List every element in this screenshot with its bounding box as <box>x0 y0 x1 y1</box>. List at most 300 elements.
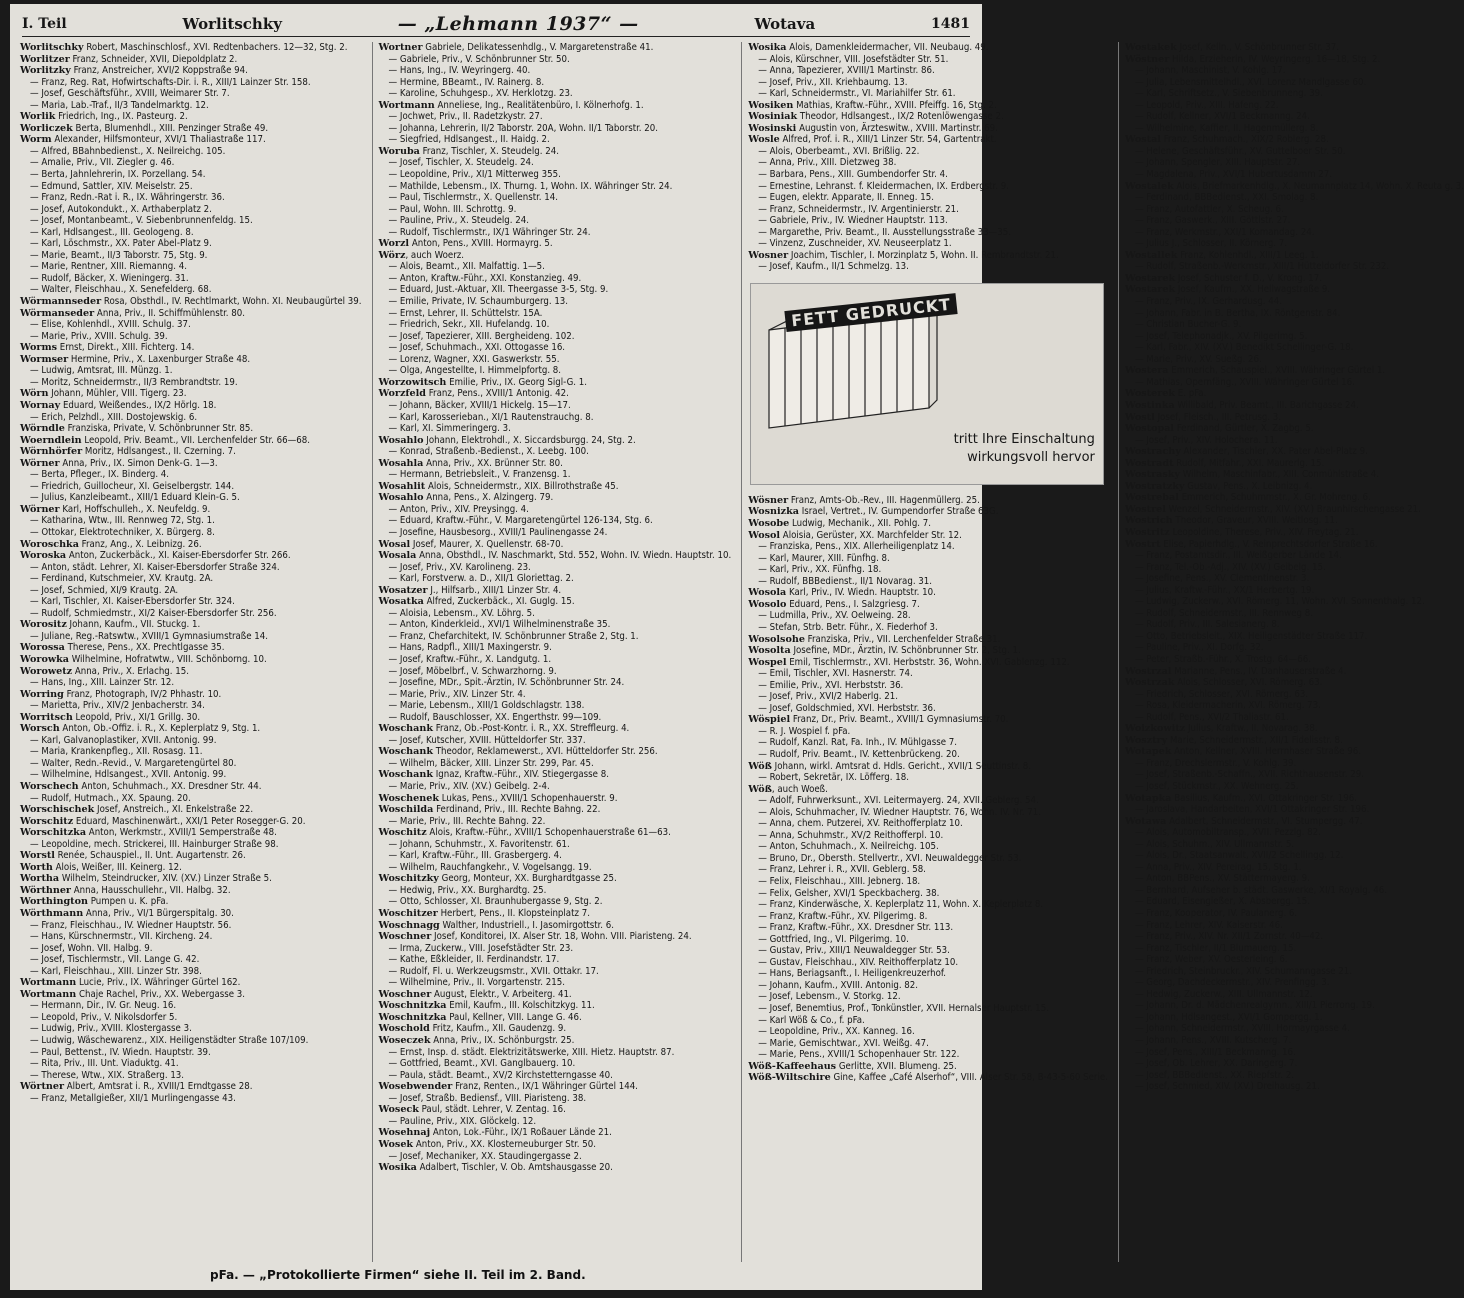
directory-entry <box>20 377 362 389</box>
directory-title: — „Lehmann 1937“ — <box>397 13 639 35</box>
directory-entry <box>20 827 362 839</box>
directory-entry <box>748 1003 1108 1015</box>
directory-entry <box>379 908 732 920</box>
entry-surname: Wosika <box>748 42 787 53</box>
entry-details: — Johann, Bäcker, XVIII/1 Hickelg. 15—17. <box>388 399 571 411</box>
directory-entry <box>1125 458 1464 470</box>
entry-details: — Siegfried, Hdlsangest., II. Haidg. 2. <box>388 134 550 146</box>
entry-details: — Franz, Metallgießer, XII/1 Murlingengasse 43. <box>30 1092 236 1104</box>
entry-surname: Worzowitsch <box>378 376 447 388</box>
entry-details: Georg, Monteur, XX. Burghardtgasse 25. <box>438 873 617 885</box>
entry-details: — Stefan, Strb. Betr. Führ., X. Fiederhof 3. <box>758 621 938 633</box>
entry-surname: Worring <box>20 688 64 700</box>
entry-surname: Wostl <box>1124 411 1155 423</box>
directory-entry <box>20 977 362 989</box>
directory-entry <box>20 943 362 955</box>
directory-entry <box>379 793 732 805</box>
directory-entry <box>1125 308 1464 320</box>
directory-entry <box>748 657 1108 669</box>
directory-entry <box>20 966 362 978</box>
range-end-name: Wotava <box>754 15 816 33</box>
entry-details: — Franz, Kraftw.-Führ., XX. Dresdner Str. 113. <box>758 922 954 934</box>
entry-surname: Wosahla <box>378 457 424 469</box>
directory-entry <box>379 1116 732 1128</box>
directory-entry <box>379 250 732 262</box>
entry-details: — Josef, Kaufm., II/1 Schmelzg. 13. <box>758 261 909 273</box>
entry-details: — Josef, Pens., XIII/1 Beckmanng. 16. <box>1134 1046 1296 1058</box>
entry-details: — Rudolf, Tischlermstr., IX/1 Währinger Str. 24. <box>388 226 591 238</box>
directory-entry <box>1125 804 1464 816</box>
entry-details: — Hans, Radpfl., XIII/1 Maxingerstr. 9. <box>388 642 552 654</box>
entry-surname: Woroska <box>20 550 67 562</box>
entry-surname: Wosahlit <box>378 480 426 492</box>
entry-details: — Josef, Schmied, XI/9 Krautg. 2A. <box>30 584 179 596</box>
directory-entry <box>1125 677 1464 689</box>
entry-surname: Worliczek <box>20 122 73 134</box>
entry-details: — Rudolf, Kanzl. Rat, Fa. Inh., IV. Mühlgasse 7. <box>758 737 957 749</box>
directory-entry <box>20 1023 362 1035</box>
entry-surname: Woseck <box>378 1104 419 1116</box>
entry-surname: Woschold <box>378 1023 430 1035</box>
directory-entry <box>379 192 732 204</box>
entry-details: — Irma, Zuckerw., VIII. Josefstädter Str. 23. <box>388 942 574 954</box>
entry-details: — Franz, Gaswerk., XIII. Göttlstr. 27. <box>1134 215 1291 227</box>
directory-entry <box>748 726 1108 738</box>
directory-entry <box>20 908 362 920</box>
directory-entry <box>1125 873 1464 885</box>
entry-details: — Marie, Pens., XVIII/1 Schopenhauer Str. 122. <box>758 1049 960 1061</box>
directory-entry <box>20 123 362 135</box>
directory-entry <box>20 400 362 412</box>
directory-entry <box>1125 134 1464 146</box>
directory-entry <box>379 1104 732 1116</box>
entry-details: — Paula, städt. Beamt., XV/2 Kirchstetterngasse 40. <box>388 1069 613 1081</box>
directory-entry <box>1125 204 1464 216</box>
directory-entry <box>20 331 362 343</box>
entry-details: — Rudolf, Schneidermstr., III. Rennweg 8. <box>1134 607 1313 619</box>
entry-details: — Karoline, Schuhgesp., XV. Herklotzg. 23. <box>388 88 573 100</box>
entry-details: — Rudolf, BBBedienst., II/1 Novarag. 31. <box>758 575 933 587</box>
entry-surname: Worowetz <box>20 665 73 677</box>
directory-entry <box>1125 412 1464 424</box>
entry-details: — Franz, Kraftw.-Führ., XV. Pilgerimg. 8. <box>758 910 928 922</box>
directory-entry <box>748 922 1108 934</box>
entry-details: Albert, Amtsrat i. R., XVIII/1 Erndtgasse 28. <box>64 1081 253 1093</box>
directory-entry <box>379 481 732 493</box>
entry-details: — Juliane, Reg.-Ratswtw., XVIII/1 Gymnasiumstraße 14. <box>30 630 268 642</box>
entry-details: Alexander, Tischler, XX. Pater Abel-Platz 9. <box>1180 446 1368 458</box>
directory-entry <box>20 458 362 470</box>
directory-entry <box>20 550 362 562</box>
entry-details: Franziska, Private, V. Schönbrunner Str. 85. <box>64 423 254 435</box>
entry-details: E. pFa. <box>1175 388 1207 400</box>
entry-surname: Worlik <box>20 111 56 123</box>
directory-entry <box>20 227 362 239</box>
entry-details: — Franz, Reg. Rat, Hofwirtschafts-Dir. i. R., XIII/1 Lainzer Str. 158. <box>30 76 311 88</box>
directory-entry <box>1125 423 1464 435</box>
entry-details: Basilius, Kaufm., XVI. Ottakringer Str. 196. <box>1171 792 1357 804</box>
directory-entry <box>379 435 732 447</box>
entry-surname: Wosehnaj <box>378 1127 431 1139</box>
entry-surname: Wörnhörfer <box>20 446 83 458</box>
directory-entry <box>748 1061 1108 1073</box>
entry-details: — Adolf, Fuhrwerksunt., XVI. Leitermayerg. 24, XVII. Geblerg. 54. <box>758 795 1039 807</box>
entry-details: — Julia, Lebensmittelhdl., XVI. Lorenz Mandlgasse 60. <box>1134 76 1367 88</box>
directory-entry <box>1125 1058 1464 1070</box>
entry-details: Franz, Dr., Priv. Beamt., XVIII/1 Gymnasiumstr. 70. <box>790 714 1009 726</box>
entry-details: — Anna, Priv., XIV. Pereirag. 15, Stg. 1. <box>1134 861 1302 873</box>
entry-details: — Franz, Lehrer i. R., XVII. Geblerg. 58. <box>758 864 926 876</box>
directory-entry <box>1125 146 1464 158</box>
page-header <box>22 12 970 37</box>
directory-entry <box>748 250 1108 262</box>
directory-entry <box>1125 1081 1464 1093</box>
entry-details: — Josef, Priv., XII. Kriehbaumg. 13. <box>758 76 908 88</box>
directory-entry <box>20 1047 362 1059</box>
entry-details: Josef, Anstreich., XI. Enkelstraße 22. <box>94 804 254 816</box>
directory-entry <box>379 642 732 654</box>
directory-entry <box>379 850 732 862</box>
entry-surname: Wortner <box>378 42 423 53</box>
entry-details: Franz, Anstreicher, XVI/2 Koppstraße 94. <box>70 65 248 77</box>
directory-entry <box>748 100 1108 112</box>
entry-details: — Johann, Dr. d. Mädchenrealgymn., XIII/1 Pierrong. 19. <box>1134 1000 1375 1012</box>
entry-details: Moritz, Hdlsangest., II. Czerning. 7. <box>82 446 236 458</box>
entry-details: — Alois, Oberbeamt., XVI. Brißlig. 22. <box>758 145 920 157</box>
directory-entry <box>379 550 732 562</box>
directory-entry <box>748 1072 1108 1084</box>
directory-entry <box>379 204 732 216</box>
entry-details: Gine, Kaffee „Café Alserhof“, VIII. Alser Str. 58, B-43-5-60 Serie. <box>830 1072 1108 1084</box>
entry-surname: Wörthner <box>20 884 71 896</box>
column-1 <box>20 42 362 1262</box>
entry-details: — Josef, Ob. Lehrer, XX. Daringerg. 7. <box>1134 1058 1298 1070</box>
directory-entry <box>1125 504 1464 516</box>
entry-surname: Wöß-Wiltschire <box>748 1072 831 1084</box>
entry-details: — Karl, Priv., XX. Fünfhg. 18. <box>758 564 882 576</box>
entry-details: Anton, Schuhmach., XX. Dresdner Str. 44. <box>78 781 262 792</box>
entry-details: — Wilhelmine, Hdlsangest., XVII. Antonig. 99. <box>30 769 227 781</box>
entry-details: Anna, Priv., IX. Simon Denk-G. 1—3. <box>59 457 218 469</box>
entry-surname: Wostarek <box>1124 284 1176 296</box>
entry-details: — Anna, chem. Putzerei, XV. Reithofferplatz 10. <box>758 818 963 830</box>
entry-surname: Wosiniak <box>748 111 798 123</box>
entry-details: Ludwig, Mechanik., XII. Pohlg. 7. <box>789 518 932 530</box>
directory-entry <box>748 88 1108 100</box>
entry-surname: Wörz <box>378 249 406 261</box>
directory-entry <box>20 157 362 169</box>
entry-surname: Wöß-Kaffeehaus <box>748 1060 837 1072</box>
entry-surname: Wosztry <box>1124 734 1168 746</box>
directory-entry <box>1125 816 1464 828</box>
entry-surname: Woschank <box>378 769 433 781</box>
entry-details: — Olga, Angestellte, I. Himmelpfortg. 8. <box>388 365 562 377</box>
entry-details: — Leopold, Priv., XIII. Hafeng. 22. <box>1134 99 1279 111</box>
directory-entry <box>20 539 362 551</box>
directory-entry <box>379 781 732 793</box>
entry-details: — Marie, Gemischtwar., XVI. Weißg. 47. <box>758 1037 929 1049</box>
directory-entry <box>20 920 362 932</box>
entry-surname: Wosner <box>748 249 789 261</box>
directory-entry <box>748 784 1108 796</box>
entry-surname: Wostal <box>1124 134 1161 146</box>
directory-entry <box>379 1162 732 1174</box>
entry-surname: Wortha <box>20 873 60 885</box>
directory-entry <box>1125 65 1464 77</box>
entry-details: Franz, Pens., XVIII/1 Antonig. 42. <box>426 388 569 400</box>
directory-entry <box>20 689 362 701</box>
entry-details: August, Elektr., V. Arbeiterg. 41. <box>431 988 572 1000</box>
entry-details: — Ernst, Insp. d. städt. Elektrizitätswerke, XIII. Hietz. Hauptstr. 87. <box>388 1046 675 1058</box>
entry-surname: Wostera <box>1124 365 1169 377</box>
entry-details: — Josef, Möbelbrf., V. Schwarzhorng. 9. <box>388 665 557 677</box>
entry-details: — Rudolf, Kellner, XVI/1 Beckmanng. 24. <box>1134 111 1310 123</box>
entry-details: — Eduard, Just.-Aktuar, XII. Theergasse 3-5, Stg. 9. <box>388 284 609 296</box>
entry-details: Anton, Werkmstr., XVIII/1 Semperstraße 48. <box>86 827 277 839</box>
entry-details: — Johanna, Lehrerin, II/2 Taborstr. 20A, Wohn. II/1 Taborstr. 20. <box>388 122 658 134</box>
directory-entry <box>1125 723 1464 735</box>
entry-details: — Josef, Tischler, X. Steudelg. 24. <box>388 157 534 169</box>
entry-details: — Karl, Schriftsetz., V. Siebenbrunneng. 39. <box>1134 88 1323 100</box>
entry-details: Hermine, Priv., X. Laxenburger Straße 48. <box>68 353 251 365</box>
directory-entry <box>748 541 1108 553</box>
directory-entry <box>20 793 362 805</box>
directory-entry <box>379 388 732 400</box>
entry-details: — Josef, Priv., XV. Karolineng. 23. <box>388 561 531 573</box>
directory-entry <box>20 585 362 597</box>
entry-surname: Worschitzka <box>20 827 87 839</box>
directory-entry <box>20 989 362 1001</box>
entry-surname: Wosle <box>748 134 780 146</box>
directory-entry <box>20 515 362 527</box>
directory-entry <box>748 991 1108 1003</box>
entry-details: — Johann, Fabr. in B. Bertha, IX. Röntgenstr. 84. <box>1134 307 1341 319</box>
directory-entry <box>379 365 732 377</box>
directory-entry <box>379 157 732 169</box>
entry-details: — Julius, Kanzleibeamt., XIII/1 Eduard Klein-G. 5. <box>30 492 240 504</box>
entry-details: — Johann, Hdlsangest., XVI/1 Gompergg. 1. <box>1134 1011 1323 1023</box>
directory-entry <box>1125 388 1464 400</box>
entry-details: — Jaroslava, Handarbeiten, XVI/1 Ottakringer Str. 196. <box>1134 804 1370 816</box>
entry-surname: Wosek <box>378 1138 414 1150</box>
entry-details: — Erich, Pelzhdl., XIII. Dostojewskig. 6. <box>30 411 198 423</box>
entry-details: — Johann, Schuhmstr., X. Favoritenstr. 61. <box>388 838 570 850</box>
directory-entry <box>748 261 1108 273</box>
entry-details: Renée, Schauspiel., II. Unt. Augartenstr. 26. <box>54 850 246 862</box>
directory-entry <box>1125 515 1464 527</box>
directory-entry <box>379 111 732 123</box>
entry-surname: Wostalek <box>1124 180 1174 192</box>
directory-columns <box>20 42 1464 1262</box>
directory-entry <box>1125 284 1464 296</box>
directory-entry <box>20 562 362 574</box>
entry-details: — Katharina, Wtw., III. Rennweg 72, Stg. 1. <box>30 515 215 527</box>
entry-details: — Mathias, Opernfäng., XVIII. Währinger Gürtel 16. <box>1134 376 1355 388</box>
directory-entry <box>1125 1012 1464 1024</box>
entry-surname: Wosnizka <box>748 506 799 518</box>
entry-details: — Barbara, Pens., XIII. Gumbendorfer Str. 4. <box>758 169 948 181</box>
entry-details: — Josef, Schmied, XIV. (XV.) Dreihausg. 21. <box>1134 1081 1320 1093</box>
directory-entry <box>20 100 362 112</box>
directory-entry <box>748 123 1108 135</box>
entry-details: — Berta, Pfleger., IX. Binderg. 4. <box>30 469 170 481</box>
entry-details: — Johann, Schneidermstr., XVIII. Hormayrgasse 4. <box>1134 1023 1350 1035</box>
entry-details: Emil, Kaufm., III. Kolschitzkyg. 11. <box>446 1000 595 1012</box>
directory-entry <box>1125 758 1464 770</box>
directory-entry <box>748 495 1108 507</box>
entry-details: — Josefine, MDr., Spit.-Ärztin, IV. Schönbrunner Str. 24. <box>388 677 625 689</box>
entry-details: — Josefine, Hausbesorg., XVIII/1 Paulinengasse 24. <box>388 526 608 538</box>
directory-entry <box>379 515 732 527</box>
entry-details: — Franz, Chefarchitekt, IV. Schönbrunner Straße 2, Stg. 1. <box>388 630 639 642</box>
directory-entry <box>379 1070 732 1082</box>
directory-entry <box>1125 700 1464 712</box>
entry-details: — Hans, Beriagsanft., I. Heiligenkreuzerhof. <box>758 968 946 980</box>
directory-entry <box>379 354 732 366</box>
directory-entry <box>379 608 732 620</box>
entry-details: — Anton, Priv., XIV. Preysingg. 4. <box>388 503 529 515</box>
entry-surname: Worstl <box>20 850 55 862</box>
entry-surname: Worlitzer <box>20 53 70 65</box>
entry-details: — Marietta, Priv., XIV/2 Jenbacherstr. 34. <box>30 700 205 712</box>
entry-details: — Karl, Fleischhau., XIII. Linzer Str. 398. <box>30 965 202 977</box>
entry-details: — Aloisia, Lebensm., XV. Löhrg. 5. <box>388 607 535 619</box>
directory-entry <box>379 504 732 516</box>
directory-entry <box>20 769 362 781</box>
entry-details: Anna, Obsthdl., IV. Naschmarkt, Std. 552, Wohn. IV. Wiedn. Hauptstr. 10. <box>416 550 732 562</box>
entry-details: — Anton, Schuhmach., X. Neilreichg. 105. <box>758 841 939 853</box>
directory-entry <box>379 954 732 966</box>
directory-entry <box>748 807 1108 819</box>
entry-surname: Worzfeld <box>378 388 427 400</box>
directory-entry <box>748 1026 1108 1038</box>
directory-entry <box>20 215 362 227</box>
entry-details: — Emilie, Private, IV. Schaumburgerg. 13. <box>388 296 569 308</box>
entry-details: — Leopoldine, Priv., XI/1 Mitterweg 355. <box>388 169 561 181</box>
entry-surname: Worositz <box>20 619 67 631</box>
entry-surname: Worschitz <box>20 815 74 827</box>
directory-entry <box>379 596 732 608</box>
page-number: 1481 <box>931 16 970 32</box>
directory-entry <box>379 308 732 320</box>
entry-surname: Woruba <box>378 145 420 157</box>
entry-details: — Rudolf, Bäcker, X. Wieningerg. 31. <box>30 272 189 284</box>
entry-surname: Wörn <box>20 388 49 400</box>
directory-entry <box>1125 215 1464 227</box>
directory-entry <box>748 980 1108 992</box>
entry-details: — Johann, Pens., XVIII. Kutscherg. 7. <box>1134 1035 1292 1047</box>
directory-entry <box>1125 920 1464 932</box>
advert-line-1: tritt Ihre Einschaltung <box>953 431 1095 447</box>
entry-details: — Paul, Tischlermstr., X. Quellenstr. 14. <box>388 192 558 204</box>
entry-details: — Josef, Kraftw.-Führ., X. Landgutg. 1. <box>388 653 552 665</box>
directory-entry <box>1125 54 1464 66</box>
directory-entry <box>20 65 362 77</box>
entry-details: — Pauline, Priv., X. Steudelg. 24. <box>388 215 529 227</box>
entry-surname: Wosinski <box>748 122 797 134</box>
directory-entry <box>748 634 1108 646</box>
entry-details: — Franz, Autofattler, X. Scheug. 6. <box>1134 203 1284 215</box>
entry-details: Anton, Kellner, XVIII. Herrnhaser Straße 96. <box>1171 746 1361 758</box>
directory-entry <box>1125 943 1464 955</box>
directory-entry <box>379 723 732 735</box>
entry-details: — Franz, Lehrer, XIV. Kaiserstr. 46. <box>1134 919 1283 931</box>
entry-details: — Josef, Schuhmach., XXI. Ottogasse 16. <box>388 342 566 354</box>
entry-details: — Marie, Priv., XIV. (XV.) Geibelg. 2-4. <box>388 781 550 792</box>
directory-entry <box>1125 827 1464 839</box>
directory-entry <box>20 54 362 66</box>
entry-details: — Josef, Priv., XIV. Holochera. 11. <box>1134 434 1278 446</box>
entry-surname: Worlitschky <box>20 42 84 53</box>
entry-surname: Wosolta <box>748 645 791 657</box>
directory-entry <box>20 631 362 643</box>
entry-details: — Rita, Priv., III. Unt. Viaduktg. 41. <box>30 1058 179 1070</box>
entry-details: — Alois, Schuhmacher, IV. Wiedner Hauptstr. 76, Wohn. IV. Nr. 71. <box>758 806 1042 818</box>
entry-details: — Franz, Werkmstr., XXI/1 Komandag. 24. <box>1134 226 1315 238</box>
entry-details: — Wilhelmine, Priv., II. Vorgartenstr. 215. <box>388 977 565 989</box>
entry-surname: Worschech <box>20 781 79 792</box>
entry-details: Ferdinand, Priv., III. Rechte Bahng. 22. <box>433 804 601 816</box>
directory-entry <box>379 758 732 770</box>
entry-surname: Wostrasky <box>1124 469 1181 481</box>
entry-details: — Hans, Kürschnermstr., VII. Kircheng. 24. <box>30 931 213 943</box>
directory-entry <box>379 169 732 181</box>
directory-entry <box>1125 608 1464 620</box>
entry-details: — Ottokar, Elektrotechniker, X. Bürgerg. 8. <box>30 526 215 538</box>
directory-entry <box>20 804 362 816</box>
entry-details: — Wilhelm, Bäcker, XIII. Linzer Str. 299, Par. 45. <box>388 757 594 769</box>
entry-details: — Hermann, Dir., IV. Gr. Neug. 16. <box>30 1000 177 1012</box>
directory-entry <box>748 42 1108 54</box>
entry-details: — Johann, Spengler, XIII. Hauptstr. 27. <box>1134 157 1301 169</box>
directory-entry <box>748 830 1108 842</box>
directory-entry <box>748 1038 1108 1050</box>
directory-entry <box>1125 527 1464 539</box>
directory-entry <box>1125 1000 1464 1012</box>
entry-details: — Helene, Geschäftsführ., XV. Guttelboer Str. 50. <box>1134 145 1346 157</box>
entry-details: — Friedrich, Steinbruckr., XIV. Schumanngasse 21. <box>1134 965 1353 977</box>
entry-details: — Emilie, Priv., XVI. Herbststr. 36. <box>758 679 904 691</box>
entry-details: Emmerich, Schauspiel., XVIII. Währinger Gürtel 1. <box>1168 365 1386 377</box>
entry-surname: Wosebwender <box>378 1081 453 1093</box>
directory-entry <box>1125 977 1464 989</box>
entry-details: — Franz, Drechslermstr., V. Kohlg. 39. <box>1134 757 1297 769</box>
entry-details: — Karl Wöß & Co., f. pFa. <box>758 1014 865 1026</box>
entry-details: Eduard, Pens., I. Salzgriesg. 7. <box>786 598 920 610</box>
entry-details: — Karl, Karosserieban., XI/1 Rautenstrauchg. 8. <box>388 411 594 423</box>
entry-details: — Rudolf, Straßenb.-Werkmstr., XIII/1 Hütteldorfer Str. 232. <box>1134 261 1390 273</box>
entry-details: — Maria, Krankenpfleg., XII. Rosasg. 11. <box>30 746 203 758</box>
entry-details: Johann, Elektrohdl., X. Siccardsburgg. 24, Stg. 2. <box>423 434 636 446</box>
entry-surname: Wosahlo <box>378 434 424 446</box>
directory-entry <box>748 215 1108 227</box>
entry-surname: Wostradt <box>1124 457 1174 469</box>
entry-details: — Friedrich, Sekr., XII. Hufelandg. 10. <box>388 319 550 331</box>
directory-entry <box>20 746 362 758</box>
directory-entry <box>20 677 362 689</box>
directory-entry <box>20 42 362 54</box>
directory-entry <box>20 931 362 943</box>
directory-entry <box>1125 539 1464 551</box>
entry-details: — Friedrich, Schlosser, XVI. Römerg. 63. <box>1134 688 1309 700</box>
directory-entry <box>20 700 362 712</box>
directory-entry <box>379 1151 732 1163</box>
directory-entry <box>1125 261 1464 273</box>
directory-entry <box>20 146 362 158</box>
entry-details: Mathias, Kraftw.-Führ., XVIII. Pfeiffg. 16, Stg. 2. <box>793 99 997 111</box>
directory-entry <box>748 506 1108 518</box>
entry-details: — Johann, Maschinist, V. Kohlg. 17. <box>1134 65 1286 77</box>
